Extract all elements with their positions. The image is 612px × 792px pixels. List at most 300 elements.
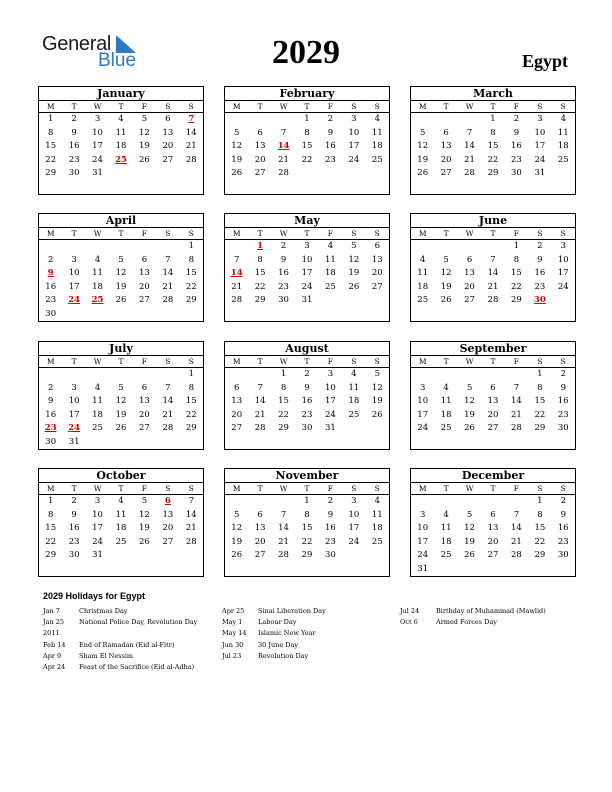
weekday-label: S bbox=[560, 102, 566, 111]
holiday-name: National Police Day, Revolution Day bbox=[79, 618, 198, 627]
brand-name-general: General bbox=[42, 33, 112, 55]
day-grid bbox=[225, 240, 389, 321]
day-cell: 13 bbox=[464, 268, 475, 278]
day-cell: 24 bbox=[92, 536, 103, 547]
month-december bbox=[410, 468, 576, 577]
day-cell: 28 bbox=[487, 295, 499, 305]
day-cell: 3 bbox=[351, 114, 357, 124]
weekday-label: T bbox=[257, 357, 263, 366]
weekday-label: F bbox=[513, 102, 519, 111]
weekday-label: M bbox=[232, 102, 241, 111]
day-cell: 9 bbox=[560, 509, 566, 520]
weekday-label: S bbox=[165, 357, 171, 366]
day-cell: 16 bbox=[68, 523, 80, 533]
day-grid bbox=[225, 113, 389, 194]
day-cell: 24 bbox=[301, 281, 313, 292]
empty-day-cell bbox=[156, 368, 179, 382]
day-cell: 19 bbox=[139, 523, 150, 533]
day-cell: 16 bbox=[301, 396, 313, 406]
holiday-date: Apr 9 bbox=[43, 651, 62, 660]
day-cell: 12 bbox=[139, 509, 150, 520]
weekday-label: S bbox=[351, 102, 357, 111]
holiday-name: Feast of the Sacrifice (Eid al-Adha) bbox=[79, 663, 195, 672]
empty-day-cell bbox=[109, 368, 132, 382]
empty-day-cell bbox=[434, 495, 457, 509]
weekday-label: M bbox=[46, 229, 55, 238]
weekday-header bbox=[225, 101, 389, 113]
day-cell: 5 bbox=[141, 114, 148, 124]
day-cell: 26 bbox=[371, 409, 383, 420]
holiday-item bbox=[222, 651, 326, 662]
empty-day-cell bbox=[458, 240, 481, 254]
holiday-column bbox=[222, 606, 326, 662]
day-cell: 30 bbox=[325, 550, 336, 560]
empty-day-cell bbox=[62, 308, 85, 322]
day-cell: 17 bbox=[92, 141, 103, 151]
empty-day-cell bbox=[505, 308, 528, 322]
empty-day-cell bbox=[434, 308, 457, 322]
day-cell: 31 bbox=[417, 563, 429, 574]
weekday-label: T bbox=[304, 102, 310, 111]
holiday-date: May 14 bbox=[222, 629, 247, 638]
weekday-label: W bbox=[93, 357, 102, 366]
day-cell: 21 bbox=[464, 154, 475, 165]
weekday-header bbox=[39, 228, 203, 240]
empty-day-cell bbox=[505, 181, 528, 195]
day-cell: 26 bbox=[348, 281, 360, 292]
day-cell: 19 bbox=[464, 409, 475, 420]
month-name: June bbox=[411, 214, 575, 228]
day-cell: 16 bbox=[325, 141, 336, 151]
empty-day-cell bbox=[272, 181, 295, 195]
weekday-label: S bbox=[351, 484, 357, 493]
weekday-label: W bbox=[279, 484, 288, 493]
day-cell: 20 bbox=[231, 409, 243, 420]
empty-day-cell bbox=[225, 308, 248, 322]
empty-day-cell bbox=[248, 308, 271, 322]
month-name: April bbox=[39, 214, 203, 228]
empty-day-cell bbox=[133, 240, 156, 254]
day-cell: 20 bbox=[371, 268, 383, 278]
day-cell: 8 bbox=[280, 382, 287, 393]
weekday-label: S bbox=[374, 357, 380, 366]
day-cell: 13 bbox=[139, 268, 150, 278]
day-cell: 12 bbox=[231, 141, 243, 151]
holiday-date: Feb 14 bbox=[43, 640, 66, 649]
day-cell: 29 bbox=[534, 423, 546, 433]
day-cell: 15 bbox=[185, 396, 197, 406]
empty-day-cell bbox=[366, 167, 389, 181]
day-cell: 13 bbox=[371, 254, 383, 265]
day-cell: 26 bbox=[115, 423, 127, 433]
month-february bbox=[224, 86, 390, 195]
holiday-name: Revolution Day bbox=[258, 651, 309, 660]
day-cell: 17 bbox=[348, 141, 360, 151]
day-cell: 10 bbox=[68, 396, 80, 406]
day-cell: 19 bbox=[139, 141, 150, 151]
empty-day-cell bbox=[86, 308, 109, 322]
day-cell: 8 bbox=[537, 382, 543, 393]
day-cell: 21 bbox=[487, 281, 499, 292]
empty-day-cell bbox=[411, 495, 434, 509]
day-cell: 22 bbox=[185, 409, 197, 420]
day-cell: 20 bbox=[139, 409, 150, 420]
weekday-header bbox=[411, 483, 575, 495]
day-cell: 8 bbox=[513, 254, 520, 265]
empty-day-cell bbox=[272, 495, 295, 509]
day-cell: 21 bbox=[185, 523, 197, 533]
day-cell: 29 bbox=[45, 550, 57, 560]
month-january bbox=[38, 86, 204, 195]
empty-day-cell bbox=[180, 436, 203, 450]
empty-day-cell bbox=[434, 436, 457, 450]
day-cell: 28 bbox=[254, 423, 266, 433]
holiday-date: 2011 bbox=[43, 629, 60, 638]
empty-day-cell bbox=[133, 167, 156, 181]
holiday-date: Oct 6 bbox=[400, 618, 418, 627]
holiday-name: Islamic New Year bbox=[258, 629, 316, 638]
day-cell: 31 bbox=[301, 295, 313, 305]
day-cell: 5 bbox=[351, 241, 357, 251]
empty-day-cell bbox=[411, 181, 434, 195]
weekday-label: M bbox=[232, 229, 241, 238]
empty-day-cell bbox=[248, 495, 271, 509]
empty-day-cell bbox=[295, 436, 318, 450]
empty-day-cell bbox=[248, 113, 271, 127]
weekday-label: W bbox=[93, 484, 102, 493]
holiday-item bbox=[43, 651, 197, 662]
day-cell: 25 bbox=[371, 154, 383, 165]
day-cell: 13 bbox=[162, 509, 174, 520]
day-cell: 6 bbox=[443, 127, 449, 138]
day-cell: 8 bbox=[188, 382, 194, 393]
empty-day-cell bbox=[342, 563, 365, 577]
holiday-name: Labour Day bbox=[258, 618, 297, 627]
weekday-label: T bbox=[304, 229, 310, 238]
day-cell: 19 bbox=[115, 281, 127, 292]
day-cell: 12 bbox=[464, 396, 475, 406]
day-cell: 26 bbox=[417, 168, 429, 178]
empty-day-cell bbox=[481, 308, 504, 322]
empty-day-cell bbox=[319, 294, 342, 308]
empty-day-cell bbox=[411, 113, 434, 127]
weekday-label: T bbox=[71, 229, 77, 238]
weekday-label: F bbox=[141, 484, 147, 493]
day-cell: 2 bbox=[560, 496, 566, 506]
empty-day-cell bbox=[62, 181, 85, 195]
day-cell: 21 bbox=[254, 409, 266, 420]
day-cell: 6 bbox=[466, 254, 473, 265]
day-cell: 19 bbox=[348, 268, 360, 278]
day-cell: 15 bbox=[301, 523, 313, 533]
day-cell: 7 bbox=[490, 254, 496, 265]
empty-day-cell bbox=[319, 563, 342, 577]
day-cell: 14 bbox=[487, 268, 499, 278]
day-cell: 23 bbox=[557, 536, 569, 547]
day-cell: 26 bbox=[231, 168, 243, 178]
day-cell: 2 bbox=[513, 114, 520, 124]
day-cell: 26 bbox=[440, 295, 452, 305]
empty-day-cell bbox=[552, 181, 575, 195]
holiday-item bbox=[222, 628, 326, 639]
weekday-label: S bbox=[374, 102, 380, 111]
weekday-label: F bbox=[513, 357, 519, 366]
day-cell: 24 bbox=[417, 423, 429, 433]
weekday-header bbox=[39, 356, 203, 368]
empty-day-cell bbox=[225, 563, 248, 577]
day-cell: 25 bbox=[92, 423, 103, 433]
day-cell: 29 bbox=[185, 295, 197, 305]
day-cell: 13 bbox=[254, 141, 266, 151]
day-cell: 2 bbox=[48, 382, 54, 393]
day-cell: 8 bbox=[304, 127, 310, 138]
empty-day-cell bbox=[133, 368, 156, 382]
weekday-label: M bbox=[418, 357, 427, 366]
holiday-date: Jan 7 bbox=[43, 607, 60, 615]
day-cell: 16 bbox=[534, 268, 546, 278]
day-cell: 9 bbox=[48, 396, 54, 406]
month-name: December bbox=[411, 469, 575, 483]
empty-day-cell bbox=[366, 294, 389, 308]
weekday-label: T bbox=[118, 357, 124, 366]
empty-day-cell bbox=[342, 308, 365, 322]
day-cell: 14 bbox=[162, 268, 174, 278]
holiday-name: 30 June Day bbox=[258, 640, 298, 649]
empty-day-cell bbox=[319, 167, 342, 181]
empty-day-cell bbox=[225, 436, 248, 450]
weekday-header bbox=[225, 228, 389, 240]
day-cell: 18 bbox=[417, 281, 429, 292]
empty-day-cell bbox=[225, 113, 248, 127]
weekday-label: T bbox=[257, 484, 263, 493]
day-cell: 2 bbox=[280, 241, 287, 251]
weekday-label: W bbox=[279, 102, 288, 111]
day-cell: 23 bbox=[534, 281, 546, 292]
day-cell: 17 bbox=[301, 268, 313, 278]
empty-day-cell bbox=[109, 549, 132, 563]
day-cell: 5 bbox=[141, 496, 148, 506]
day-cell: 8 bbox=[490, 127, 496, 138]
weekday-label: W bbox=[279, 357, 288, 366]
day-cell: 19 bbox=[464, 536, 475, 547]
empty-day-cell bbox=[528, 181, 551, 195]
empty-day-cell bbox=[62, 563, 85, 577]
day-cell: 9 bbox=[304, 382, 310, 393]
day-cell: 5 bbox=[234, 127, 240, 138]
weekday-label: S bbox=[165, 484, 171, 493]
day-grid bbox=[39, 368, 203, 449]
weekday-label: T bbox=[257, 102, 263, 111]
day-cell: 10 bbox=[92, 509, 103, 520]
day-cell: 25 bbox=[371, 536, 383, 547]
day-cell: 12 bbox=[348, 254, 360, 265]
day-grid bbox=[225, 368, 389, 449]
day-cell: 27 bbox=[139, 295, 150, 305]
day-cell: 30 bbox=[45, 308, 57, 319]
day-cell: 12 bbox=[231, 523, 243, 533]
day-cell: 20 bbox=[464, 281, 475, 292]
day-cell: 22 bbox=[534, 536, 546, 547]
day-cell: 1 bbox=[490, 114, 496, 124]
month-name: July bbox=[39, 342, 203, 356]
day-cell: 9 bbox=[537, 254, 543, 265]
day-cell: 10 bbox=[417, 396, 429, 406]
empty-day-cell bbox=[156, 436, 179, 450]
day-grid bbox=[411, 495, 575, 576]
empty-day-cell bbox=[225, 368, 248, 382]
day-cell: 19 bbox=[115, 409, 127, 420]
day-cell: 29 bbox=[45, 168, 57, 178]
empty-day-cell bbox=[248, 181, 271, 195]
day-cell: 27 bbox=[162, 536, 174, 547]
holiday-day-cell: 6 bbox=[164, 496, 171, 506]
holiday-day-cell: 25 bbox=[91, 295, 104, 305]
empty-day-cell bbox=[295, 308, 318, 322]
day-cell: 20 bbox=[139, 281, 150, 292]
day-cell: 5 bbox=[118, 382, 124, 393]
empty-day-cell bbox=[366, 308, 389, 322]
day-cell: 20 bbox=[254, 536, 266, 547]
day-cell: 1 bbox=[48, 496, 54, 506]
weekday-label: T bbox=[490, 357, 496, 366]
day-cell: 26 bbox=[231, 550, 243, 560]
day-cell: 3 bbox=[304, 241, 310, 251]
day-cell: 27 bbox=[440, 168, 452, 178]
weekday-label: T bbox=[443, 484, 449, 493]
empty-day-cell bbox=[319, 181, 342, 195]
weekday-header bbox=[225, 483, 389, 495]
weekday-label: S bbox=[188, 357, 194, 366]
day-cell: 10 bbox=[92, 127, 103, 138]
day-cell: 14 bbox=[162, 396, 174, 406]
day-cell: 20 bbox=[487, 536, 499, 547]
day-cell: 5 bbox=[420, 127, 426, 138]
empty-day-cell bbox=[86, 181, 109, 195]
empty-day-cell bbox=[528, 308, 551, 322]
day-cell: 31 bbox=[92, 550, 103, 560]
day-cell: 30 bbox=[68, 168, 80, 178]
day-cell: 7 bbox=[165, 382, 171, 393]
day-cell: 8 bbox=[257, 254, 263, 265]
day-cell: 22 bbox=[301, 154, 313, 165]
brand-name-blue: Blue bbox=[98, 50, 137, 71]
weekday-label: T bbox=[118, 229, 124, 238]
day-cell: 30 bbox=[557, 550, 569, 560]
empty-day-cell bbox=[180, 167, 203, 181]
day-cell: 10 bbox=[417, 523, 429, 533]
weekday-label: T bbox=[71, 102, 77, 111]
weekday-header bbox=[411, 356, 575, 368]
day-cell: 30 bbox=[68, 550, 80, 560]
day-cell: 23 bbox=[278, 281, 289, 292]
weekday-label: M bbox=[418, 229, 427, 238]
empty-day-cell bbox=[319, 308, 342, 322]
holiday-name: Armed Forces Day bbox=[436, 618, 497, 627]
day-cell: 1 bbox=[188, 241, 194, 251]
day-cell: 12 bbox=[417, 141, 429, 151]
empty-day-cell bbox=[272, 308, 295, 322]
empty-day-cell bbox=[505, 495, 528, 509]
weekday-label: T bbox=[490, 229, 496, 238]
day-cell: 20 bbox=[162, 141, 174, 151]
day-cell: 29 bbox=[301, 550, 313, 560]
empty-day-cell bbox=[342, 436, 365, 450]
day-cell: 27 bbox=[487, 550, 499, 560]
day-cell: 28 bbox=[185, 536, 197, 547]
day-cell: 30 bbox=[301, 423, 313, 433]
empty-day-cell bbox=[133, 436, 156, 450]
empty-day-cell bbox=[552, 436, 575, 450]
empty-day-cell bbox=[481, 181, 504, 195]
day-cell: 2 bbox=[560, 369, 566, 379]
day-cell: 25 bbox=[440, 423, 452, 433]
day-cell: 14 bbox=[278, 523, 289, 533]
weekday-label: S bbox=[537, 229, 543, 238]
day-cell: 17 bbox=[417, 536, 429, 547]
holiday-date: May 1 bbox=[222, 618, 243, 627]
empty-day-cell bbox=[366, 422, 389, 436]
weekday-label: S bbox=[351, 229, 357, 238]
weekday-label: M bbox=[418, 102, 427, 111]
day-grid bbox=[411, 368, 575, 449]
day-cell: 4 bbox=[118, 114, 124, 124]
day-cell: 7 bbox=[257, 382, 263, 393]
empty-day-cell bbox=[481, 495, 504, 509]
month-name: August bbox=[225, 342, 389, 356]
day-cell: 12 bbox=[139, 127, 150, 138]
day-cell: 3 bbox=[71, 254, 77, 265]
day-cell: 27 bbox=[231, 423, 243, 433]
empty-day-cell bbox=[552, 563, 575, 577]
weekday-label: S bbox=[188, 484, 194, 493]
weekday-label: T bbox=[304, 357, 310, 366]
holiday-item bbox=[222, 606, 326, 617]
month-name: September bbox=[411, 342, 575, 356]
empty-day-cell bbox=[109, 308, 132, 322]
day-cell: 15 bbox=[301, 141, 313, 151]
day-cell: 15 bbox=[45, 523, 57, 533]
day-cell: 9 bbox=[513, 127, 520, 138]
day-cell: 21 bbox=[231, 281, 243, 292]
weekday-label: S bbox=[560, 357, 566, 366]
day-grid bbox=[411, 113, 575, 194]
country-name: Egypt bbox=[521, 51, 568, 71]
empty-day-cell bbox=[366, 181, 389, 195]
day-cell: 17 bbox=[68, 409, 80, 420]
day-cell: 5 bbox=[466, 382, 473, 393]
day-cell: 20 bbox=[254, 154, 266, 165]
holiday-day-cell: 9 bbox=[47, 268, 54, 278]
day-cell: 3 bbox=[420, 382, 426, 393]
day-cell: 8 bbox=[188, 254, 194, 265]
day-cell: 2 bbox=[327, 496, 334, 506]
weekday-label: M bbox=[46, 357, 55, 366]
month-may bbox=[224, 213, 390, 322]
day-cell: 3 bbox=[94, 114, 101, 124]
day-cell: 4 bbox=[443, 382, 449, 393]
day-cell: 3 bbox=[537, 114, 543, 124]
day-cell: 4 bbox=[351, 369, 357, 379]
weekday-label: W bbox=[93, 229, 102, 238]
weekday-label: W bbox=[465, 102, 474, 111]
day-cell: 27 bbox=[371, 281, 383, 292]
empty-day-cell bbox=[552, 294, 575, 308]
day-cell: 1 bbox=[537, 369, 543, 379]
empty-day-cell bbox=[109, 240, 132, 254]
day-cell: 3 bbox=[560, 241, 566, 251]
empty-day-cell bbox=[366, 549, 389, 563]
weekday-label: F bbox=[141, 102, 147, 111]
